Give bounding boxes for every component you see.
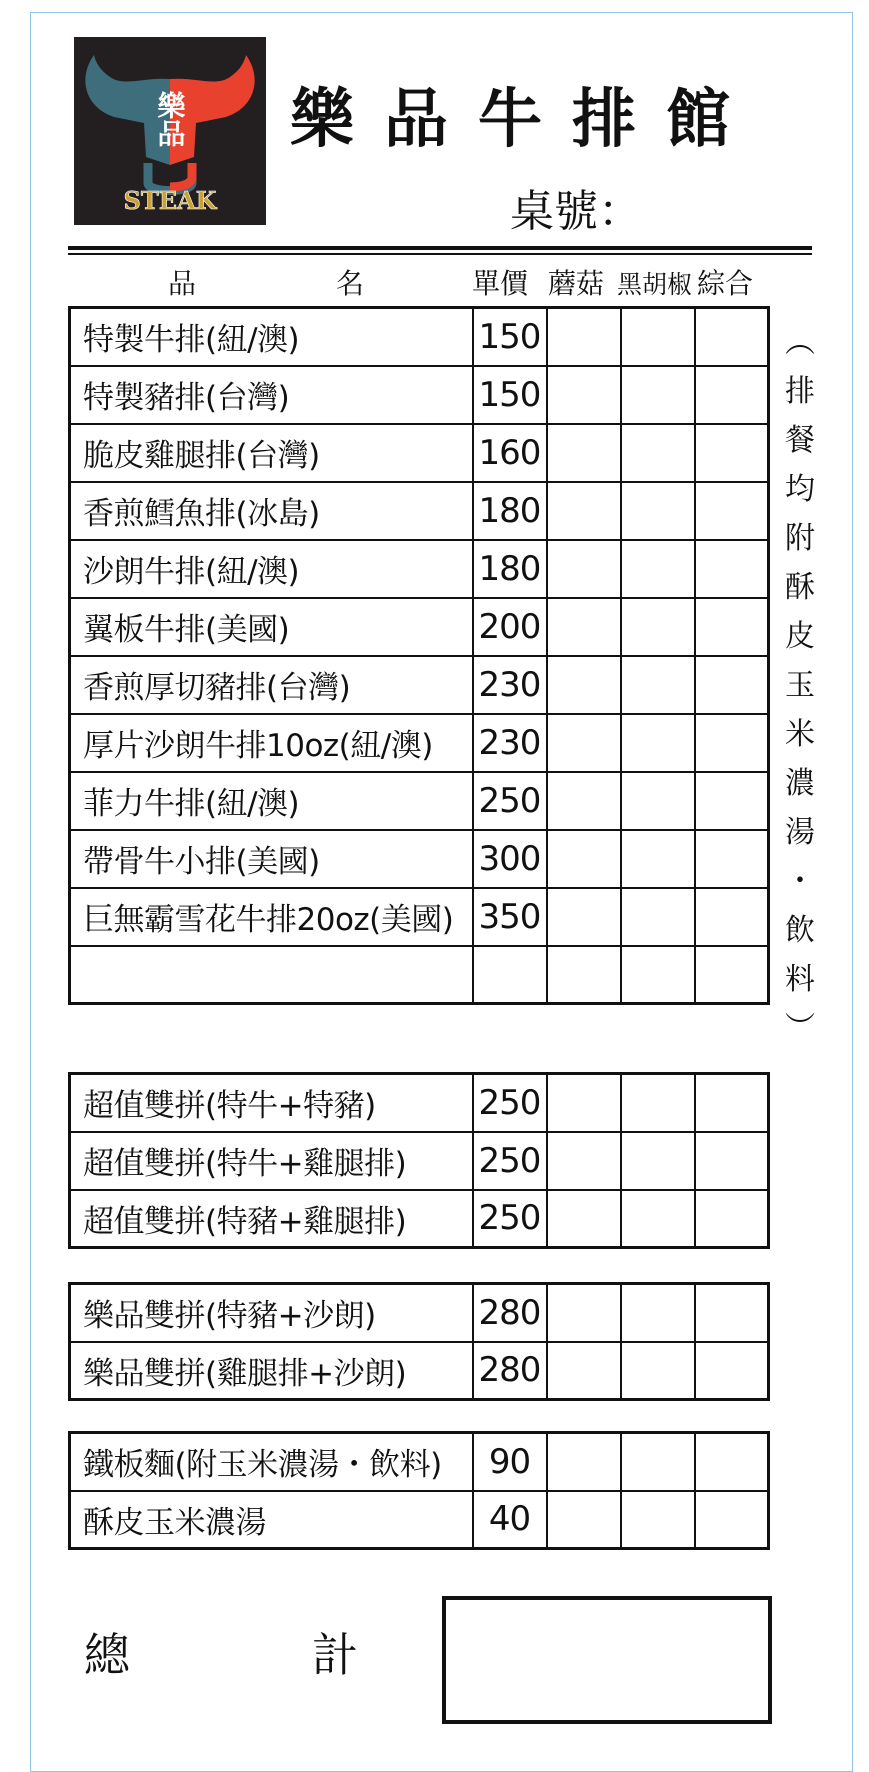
item-price — [473, 946, 547, 1004]
total-label-right: 計 — [312, 1628, 358, 1682]
item-name — [70, 946, 473, 1004]
mushroom-qty-cell[interactable] — [547, 1342, 621, 1400]
side-note-char: ︵ — [785, 325, 815, 360]
combo-qty-cell[interactable] — [695, 656, 769, 714]
side-note-char: 皮 — [785, 619, 815, 654]
mushroom-qty-cell[interactable] — [547, 946, 621, 1004]
mushroom-qty-cell[interactable] — [547, 830, 621, 888]
black-pepper-qty-cell[interactable] — [621, 830, 695, 888]
black-pepper-qty-cell[interactable] — [621, 772, 695, 830]
item-name: 樂品雙拼(雞腿排+沙朗) — [70, 1342, 473, 1400]
col-header-mushroom: 蘑菇 — [548, 267, 605, 300]
logo-steak-text: STEAK — [123, 186, 217, 215]
combo-qty-cell[interactable] — [695, 1491, 769, 1549]
black-pepper-qty-cell[interactable] — [621, 946, 695, 1004]
menu-row — [70, 308, 769, 366]
item-name: 超值雙拼(特牛+雞腿排) — [70, 1132, 473, 1190]
total-amount-box[interactable] — [442, 1596, 772, 1724]
menu-block — [68, 306, 770, 1005]
combo-qty-cell[interactable] — [695, 772, 769, 830]
mushroom-qty-cell[interactable] — [547, 1132, 621, 1190]
item-name: 香煎厚切豬排(台灣) — [70, 656, 473, 714]
combo-qty-cell[interactable] — [695, 598, 769, 656]
mushroom-qty-cell[interactable] — [547, 540, 621, 598]
side-note-char: 飲 — [785, 913, 815, 948]
side-note-char: 均 — [785, 472, 815, 507]
col-header-black-pepper: 黑胡椒 — [617, 270, 693, 299]
bull-head-icon — [74, 37, 266, 225]
combo-qty-cell[interactable] — [695, 540, 769, 598]
side-note-char: 附 — [785, 521, 815, 556]
black-pepper-qty-cell[interactable] — [621, 598, 695, 656]
mushroom-qty-cell[interactable] — [547, 482, 621, 540]
mushroom-qty-cell[interactable] — [547, 1074, 621, 1132]
item-name: 厚片沙朗牛排10oz(紐/澳) — [70, 714, 473, 772]
menu-row — [70, 1190, 769, 1248]
item-name: 沙朗牛排(紐/澳) — [70, 540, 473, 598]
black-pepper-qty-cell[interactable] — [621, 540, 695, 598]
item-price: 160 — [473, 424, 547, 482]
side-note-char: ︶ — [785, 1011, 815, 1046]
item-price: 150 — [473, 308, 547, 366]
menu-row — [70, 424, 769, 482]
header-divider — [68, 246, 812, 250]
side-note-char: 料 — [785, 962, 815, 997]
black-pepper-qty-cell[interactable] — [621, 1433, 695, 1491]
combo-qty-cell[interactable] — [695, 1190, 769, 1248]
item-price: 40 — [473, 1491, 547, 1549]
combo-qty-cell[interactable] — [695, 1433, 769, 1491]
black-pepper-qty-cell[interactable] — [621, 366, 695, 424]
side-note-char: 湯 — [785, 815, 815, 850]
combo-qty-cell[interactable] — [695, 482, 769, 540]
menu-block — [68, 1431, 770, 1550]
table-number-label: 桌號： — [510, 186, 642, 237]
menu-row — [70, 772, 769, 830]
menu-row — [70, 540, 769, 598]
item-price: 280 — [473, 1284, 547, 1342]
item-name: 菲力牛排(紐/澳) — [70, 772, 473, 830]
menu-row — [70, 1284, 769, 1342]
black-pepper-qty-cell[interactable] — [621, 888, 695, 946]
col-header-combo: 綜合 — [697, 267, 754, 300]
page-title: 樂品牛排館 — [290, 82, 760, 157]
side-note-char: 濃 — [785, 766, 815, 801]
mushroom-qty-cell[interactable] — [547, 308, 621, 366]
col-header-name-left: 品 — [168, 267, 197, 300]
mushroom-qty-cell[interactable] — [547, 656, 621, 714]
combo-qty-cell[interactable] — [695, 366, 769, 424]
item-name: 鐵板麵(附玉米濃湯・飲料) — [70, 1433, 473, 1491]
col-header-price: 單價 — [472, 267, 529, 300]
black-pepper-qty-cell[interactable] — [621, 308, 695, 366]
menu-block — [68, 1072, 770, 1249]
item-price: 230 — [473, 656, 547, 714]
combo-qty-cell[interactable] — [695, 424, 769, 482]
mushroom-qty-cell[interactable] — [547, 1284, 621, 1342]
menu-row — [70, 482, 769, 540]
menu-row — [70, 830, 769, 888]
item-name: 翼板牛排(美國) — [70, 598, 473, 656]
combo-qty-cell[interactable] — [695, 1074, 769, 1132]
side-note-vertical — [780, 318, 820, 1053]
mushroom-qty-cell[interactable] — [547, 366, 621, 424]
item-price: 250 — [473, 1132, 547, 1190]
black-pepper-qty-cell[interactable] — [621, 656, 695, 714]
item-price: 250 — [473, 1074, 547, 1132]
item-price: 280 — [473, 1342, 547, 1400]
combo-qty-cell[interactable] — [695, 888, 769, 946]
combo-qty-cell[interactable] — [695, 714, 769, 772]
black-pepper-qty-cell[interactable] — [621, 1342, 695, 1400]
menu-row — [70, 1132, 769, 1190]
menu-block — [68, 1282, 770, 1401]
item-name: 帶骨牛小排(美國) — [70, 830, 473, 888]
col-header-name-right: 名 — [336, 267, 365, 300]
side-note-char: 餐 — [785, 423, 815, 458]
mushroom-qty-cell[interactable] — [547, 714, 621, 772]
item-price: 350 — [473, 888, 547, 946]
restaurant-logo — [74, 37, 266, 225]
black-pepper-qty-cell[interactable] — [621, 1074, 695, 1132]
black-pepper-qty-cell[interactable] — [621, 714, 695, 772]
item-name: 超值雙拼(特豬+雞腿排) — [70, 1190, 473, 1248]
side-note-char: 米 — [785, 717, 815, 752]
menu-row — [70, 1342, 769, 1400]
total-label-left: 總 — [84, 1628, 130, 1682]
menu-row — [70, 1433, 769, 1491]
item-price: 250 — [473, 1190, 547, 1248]
combo-qty-cell[interactable] — [695, 308, 769, 366]
mushroom-qty-cell[interactable] — [547, 424, 621, 482]
item-price: 150 — [473, 366, 547, 424]
header-divider-thin — [68, 253, 812, 255]
item-name: 酥皮玉米濃湯 — [70, 1491, 473, 1549]
item-price: 200 — [473, 598, 547, 656]
item-name: 特製豬排(台灣) — [70, 366, 473, 424]
black-pepper-qty-cell[interactable] — [621, 1132, 695, 1190]
combo-qty-cell[interactable] — [695, 830, 769, 888]
side-note-char: ・ — [785, 864, 815, 899]
item-name: 香煎鱈魚排(冰島) — [70, 482, 473, 540]
item-name: 樂品雙拼(特豬+沙朗) — [70, 1284, 473, 1342]
mushroom-qty-cell[interactable] — [547, 1491, 621, 1549]
black-pepper-qty-cell[interactable] — [621, 424, 695, 482]
mushroom-qty-cell[interactable] — [547, 1433, 621, 1491]
menu-row — [70, 598, 769, 656]
mushroom-qty-cell[interactable] — [547, 772, 621, 830]
black-pepper-qty-cell[interactable] — [621, 1284, 695, 1342]
mushroom-qty-cell[interactable] — [547, 888, 621, 946]
combo-qty-cell[interactable] — [695, 946, 769, 1004]
logo-chars: 樂品 — [153, 91, 187, 147]
black-pepper-qty-cell[interactable] — [621, 1190, 695, 1248]
combo-qty-cell[interactable] — [695, 1132, 769, 1190]
menu-row — [70, 366, 769, 424]
item-price: 180 — [473, 482, 547, 540]
item-price: 250 — [473, 772, 547, 830]
item-price: 90 — [473, 1433, 547, 1491]
side-note-char: 玉 — [785, 668, 815, 703]
menu-row — [70, 656, 769, 714]
menu-row — [70, 714, 769, 772]
menu-row — [70, 1491, 769, 1549]
menu-row — [70, 1074, 769, 1132]
menu-row — [70, 946, 769, 1004]
black-pepper-qty-cell[interactable] — [621, 1491, 695, 1549]
mushroom-qty-cell[interactable] — [547, 598, 621, 656]
item-name: 脆皮雞腿排(台灣) — [70, 424, 473, 482]
item-name: 巨無霸雪花牛排20oz(美國) — [70, 888, 473, 946]
mushroom-qty-cell[interactable] — [547, 1190, 621, 1248]
item-name: 特製牛排(紐/澳) — [70, 308, 473, 366]
menu-row — [70, 888, 769, 946]
item-name: 超值雙拼(特牛+特豬) — [70, 1074, 473, 1132]
side-note-char: 酥 — [785, 570, 815, 605]
item-price: 300 — [473, 830, 547, 888]
combo-qty-cell[interactable] — [695, 1342, 769, 1400]
black-pepper-qty-cell[interactable] — [621, 482, 695, 540]
side-note-char: 排 — [785, 374, 815, 409]
item-price: 180 — [473, 540, 547, 598]
item-price: 230 — [473, 714, 547, 772]
combo-qty-cell[interactable] — [695, 1284, 769, 1342]
